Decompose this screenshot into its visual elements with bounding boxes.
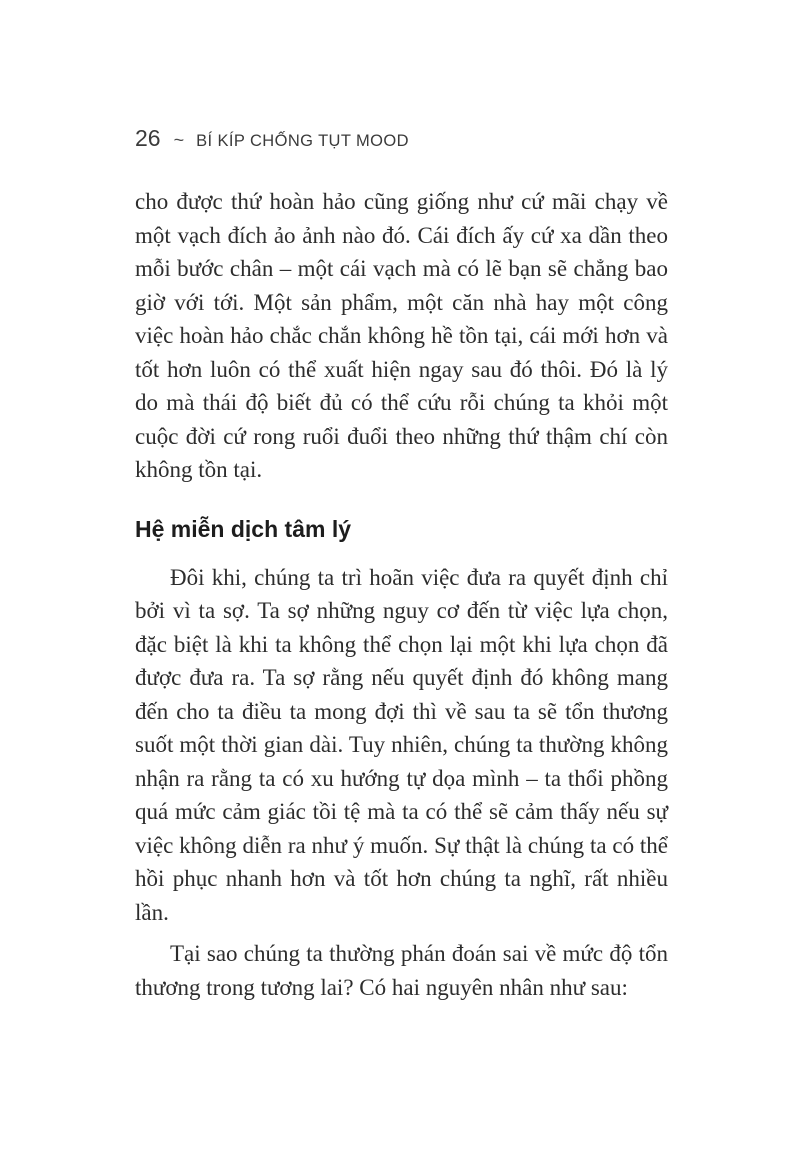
header-separator: ~: [173, 130, 185, 150]
section-heading: Hệ miễn dịch tâm lý: [135, 515, 352, 542]
page-number: 26: [135, 125, 161, 151]
book-title: BÍ KÍP CHỐNG TỤT MOOD: [196, 132, 409, 150]
page-body: [135, 185, 668, 1004]
paragraph-psych-immune: Đôi khi, chúng ta trì hoãn việc đưa ra quyết định chỉ bởi vì ta sợ. Ta sợ những nguy cơ đến từ việc lựa chọn, đặc biệt là khi ta không thể chọn lại một khi lựa chọn đã được đưa ra. Ta sợ rằng nếu quyết định đó không mang đến cho ta điều ta mong đợi thì về sau ta sẽ tổn thương suốt một thời gian dài. Tuy nhiên, chúng ta thường không nhận ra rằng ta có xu hướng tự dọa mình – ta thổi phồng quá mức cảm giác tồi tệ mà ta có thể sẽ cảm thấy nếu sự việc không diễn ra như ý muốn. Sự thật là chúng ta có thể hồi phục nhanh hơn và tốt hơn chúng ta nghĩ, rất nhiều lần.: [135, 564, 668, 925]
paragraph-continuation: cho được thứ hoàn hảo cũng giống như cứ mãi chạy về một vạch đích ảo ảnh nào đó. Cái đích ấy cứ xa dần theo mỗi bước chân – một cái vạch mà có lẽ bạn sẽ chẳng bao giờ với tới. Một sản phẩm, một căn nhà hay một công việc hoàn hảo chắc chắn không hề tồn tại, cái mới hơn và tốt hơn luôn có thể xuất hiện ngay sau đó thôi. Đó là lý do mà thái độ biết đủ có thể cứu rỗi chúng ta khỏi một cuộc đời cứ rong ruổi đuổi theo những thứ thậm chí còn không tồn tại.: [135, 189, 668, 482]
running-header: [135, 125, 668, 152]
paragraph-question: Tại sao chúng ta thường phán đoán sai về mức độ tổn thương trong tương lai? Có hai nguyên nhân như sau:: [135, 941, 668, 1000]
